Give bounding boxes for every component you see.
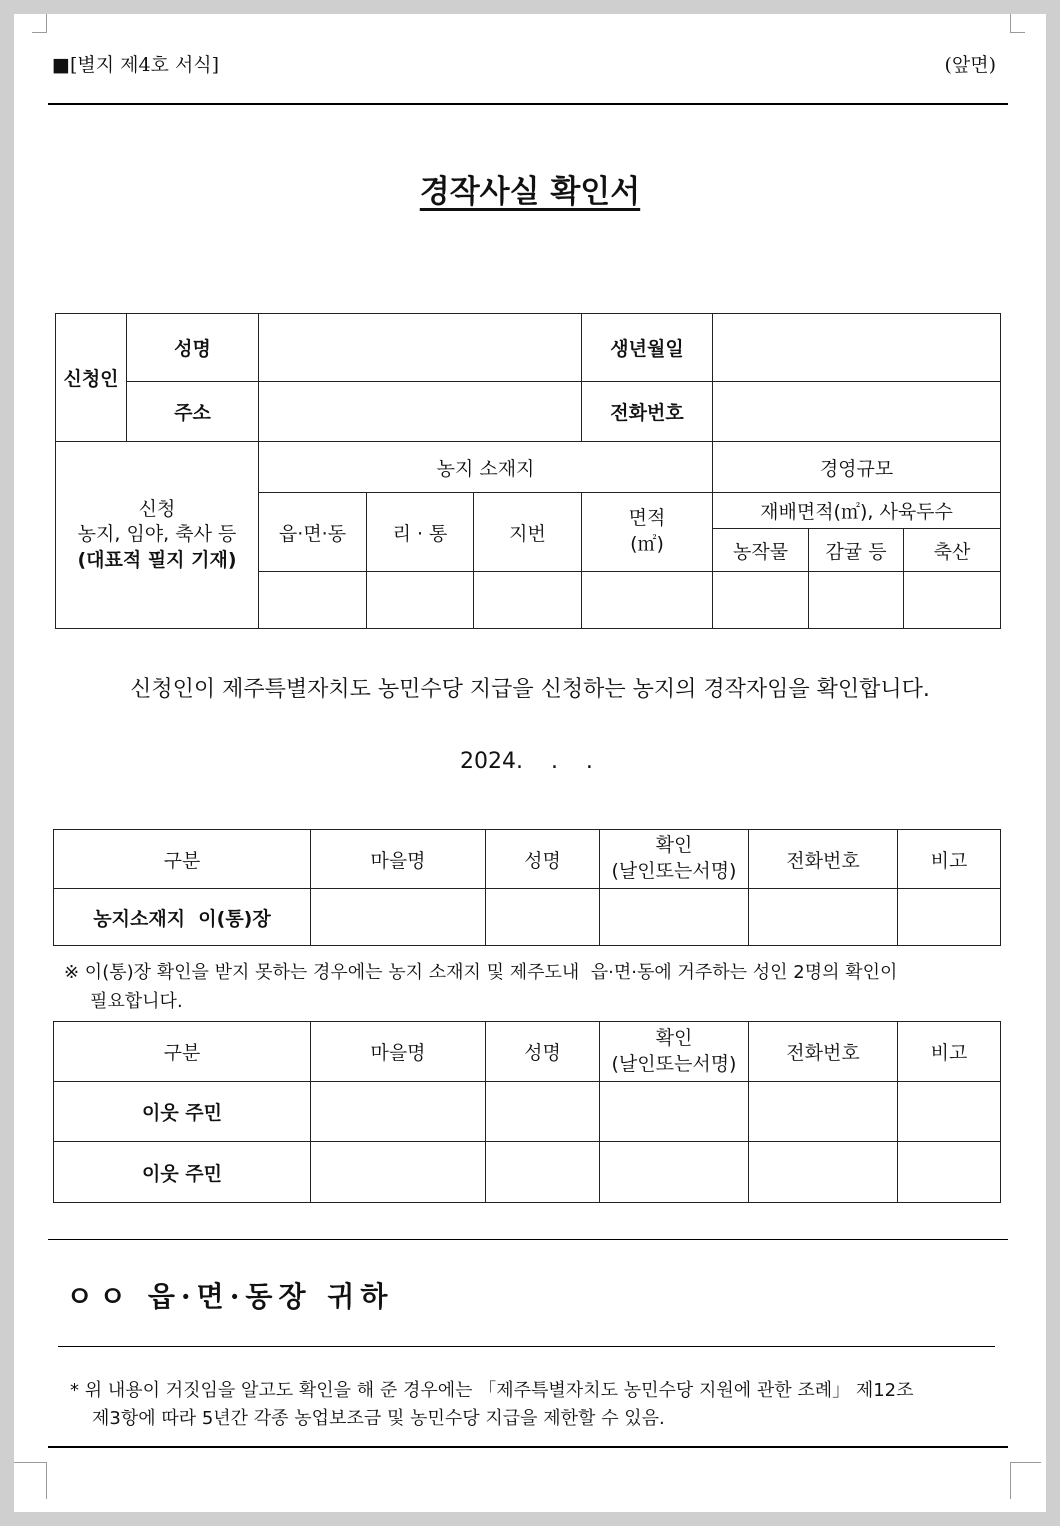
- village-head-village-field[interactable]: [311, 889, 486, 946]
- neighbor1-note-field[interactable]: [898, 1082, 1001, 1142]
- date-text: 2024. . .: [460, 749, 593, 774]
- lot-number-field[interactable]: [474, 572, 582, 629]
- addressee-text: ㅇㅇ 읍·면·동장 귀하: [66, 1280, 394, 1313]
- area-header: [582, 493, 713, 572]
- statement-text: 신청인이 제주특별자치도 농민수당 지급을 신청하는 농지의 경작자임을 확인합니다.: [130, 677, 930, 702]
- phone-field[interactable]: [713, 382, 1001, 442]
- col-note: 비고: [898, 1022, 1001, 1082]
- area-header-line1: 면적: [628, 507, 666, 530]
- eup-myeon-dong-field[interactable]: [259, 572, 367, 629]
- col-confirm-line1: 확인: [655, 1026, 693, 1049]
- neighbor2-note-field[interactable]: [898, 1142, 1001, 1203]
- applicant-label: 신청인: [56, 314, 127, 442]
- village-head-row-label: 농지소재지 이(통)장: [54, 889, 311, 946]
- form-label: ■[별지 제4호 서식]: [52, 54, 220, 76]
- village-head-confirm-field[interactable]: [600, 889, 749, 946]
- land-header-line2: 농지, 임야, 축사 등: [77, 523, 237, 546]
- col-category: 구분: [54, 1022, 311, 1082]
- area-field[interactable]: [582, 572, 713, 629]
- col-category: 구분: [54, 830, 311, 889]
- document-page: [14, 14, 1046, 1512]
- neighbor2-confirm-field[interactable]: [600, 1142, 749, 1203]
- footer-note-line2: 제3항에 따라 5년간 각종 농업보조금 및 농민수당 지급을 제한할 수 있음.: [92, 1408, 665, 1429]
- eup-myeon-dong-header: 읍·면·동: [259, 493, 367, 572]
- neighbor2-name-field[interactable]: [486, 1142, 600, 1203]
- neighbor-row1-label: 이웃 주민: [54, 1082, 311, 1142]
- col-village: 마을명: [311, 1022, 486, 1082]
- address-field[interactable]: [259, 382, 582, 442]
- land-header-cell: [56, 442, 259, 629]
- citrus-header: 감귤 등: [809, 529, 904, 572]
- land-header-line1: 신청: [138, 497, 176, 520]
- village-head-confirm-table: [53, 829, 1001, 946]
- cultivation-area-header: 재배면적(㎡), 사육두수: [713, 493, 1001, 529]
- col-note: 비고: [898, 830, 1001, 889]
- crop-mark-bottom-left: [14, 1462, 47, 1499]
- crops-field[interactable]: [713, 572, 809, 629]
- address-label: 주소: [127, 382, 259, 442]
- management-scale-header: 경영규모: [713, 442, 1001, 493]
- livestock-header: 축산: [904, 529, 1001, 572]
- notice-line1: ※ 이(통)장 확인을 받지 못하는 경우에는 농지 소재지 및 제주도내 읍·면·동에 거주하는 성인 2명의 확인이: [64, 962, 898, 983]
- neighbor-row2-label: 이웃 주민: [54, 1142, 311, 1203]
- col-village: 마을명: [311, 830, 486, 889]
- neighbor1-name-field[interactable]: [486, 1082, 600, 1142]
- col-confirm: [600, 1022, 749, 1082]
- crop-mark-top-right: [1010, 14, 1025, 33]
- crops-header: 농작물: [713, 529, 809, 572]
- footer-divider: [48, 1446, 1008, 1448]
- footer-note-line1: * 위 내용이 거짓임을 알고도 확인을 해 준 경우에는 「제주특별자치도 농민수당 지원에 관한 조례」 제12조: [70, 1380, 914, 1401]
- addressee-divider-bottom: [58, 1346, 995, 1347]
- document-title: 경작사실 확인서: [419, 174, 641, 210]
- col-name: 성명: [486, 830, 600, 889]
- neighbor2-phone-field[interactable]: [749, 1142, 898, 1203]
- col-phone: 전화번호: [749, 1022, 898, 1082]
- phone-label: 전화번호: [582, 382, 713, 442]
- neighbor2-village-field[interactable]: [311, 1142, 486, 1203]
- ri-tong-header: 리 · 통: [367, 493, 474, 572]
- neighbor1-phone-field[interactable]: [749, 1082, 898, 1142]
- addressee-divider-top: [48, 1239, 1008, 1240]
- name-field[interactable]: [259, 314, 582, 382]
- neighbor-confirm-table: [53, 1021, 1001, 1203]
- village-head-phone-field[interactable]: [749, 889, 898, 946]
- crop-mark-top-left: [32, 14, 47, 33]
- col-confirm-line2: (날인또는서명): [611, 860, 737, 882]
- neighbor1-confirm-field[interactable]: [600, 1082, 749, 1142]
- livestock-field[interactable]: [904, 572, 1001, 629]
- col-phone: 전화번호: [749, 830, 898, 889]
- citrus-field[interactable]: [809, 572, 904, 629]
- col-confirm-line1: 확인: [655, 834, 693, 857]
- village-head-name-field[interactable]: [486, 889, 600, 946]
- applicant-table: [55, 313, 1001, 629]
- ri-tong-field[interactable]: [367, 572, 474, 629]
- name-label: 성명: [127, 314, 259, 382]
- header-divider: [48, 103, 1008, 105]
- land-location-header: 농지 소재지: [259, 442, 713, 493]
- lot-number-header: 지번: [474, 493, 582, 572]
- col-confirm: [600, 830, 749, 889]
- land-header-line3: (대표적 필지 기재): [77, 548, 237, 571]
- birth-label: 생년월일: [582, 314, 713, 382]
- side-label: (앞면): [944, 54, 996, 76]
- village-head-note-field[interactable]: [898, 889, 1001, 946]
- notice-line2: 필요합니다.: [90, 991, 183, 1012]
- neighbor1-village-field[interactable]: [311, 1082, 486, 1142]
- birth-field[interactable]: [713, 314, 1001, 382]
- col-name: 성명: [486, 1022, 600, 1082]
- area-header-line2: (㎡): [630, 533, 664, 555]
- crop-mark-bottom-right: [1010, 1462, 1041, 1499]
- col-confirm-line2: (날인또는서명): [611, 1052, 737, 1075]
